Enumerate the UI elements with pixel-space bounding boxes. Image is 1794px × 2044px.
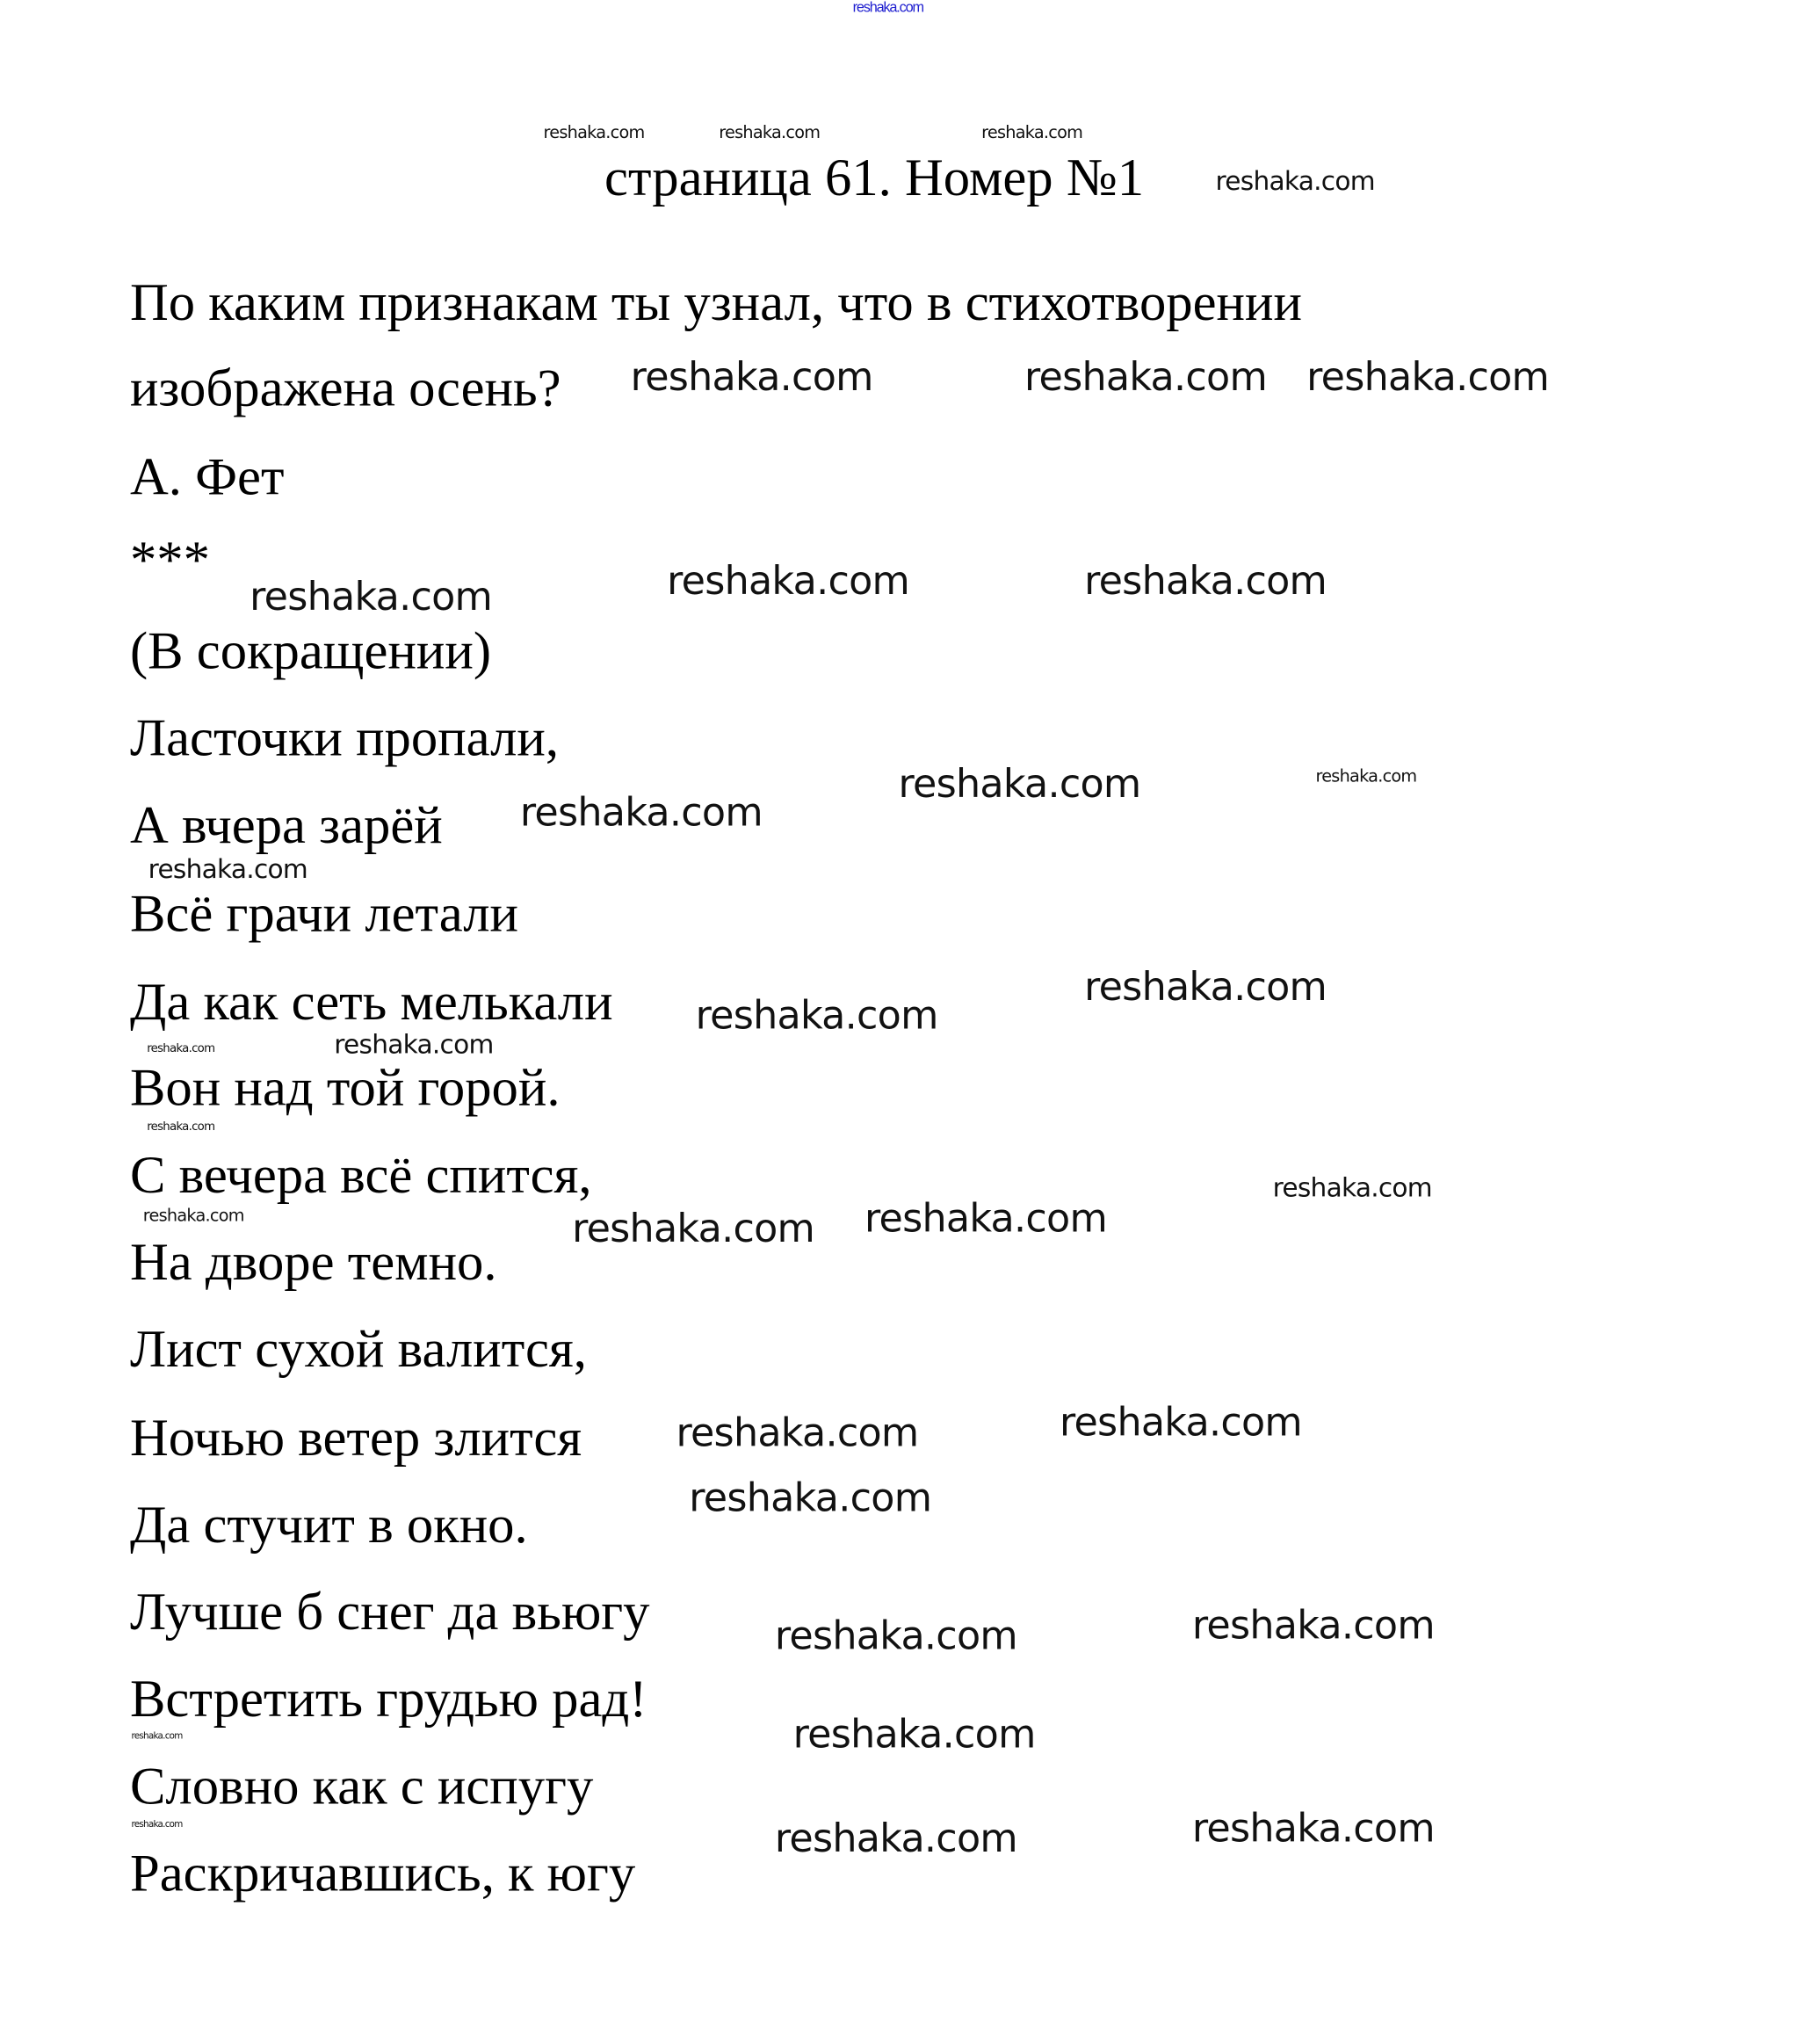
watermark: reshaka.com — [1024, 354, 1267, 401]
watermark: reshaka.com — [142, 1207, 244, 1227]
watermark: reshaka.com — [334, 1028, 494, 1060]
poem-line: Словно как с испугу — [129, 1755, 594, 1816]
watermark: reshaka.com — [667, 559, 910, 605]
watermark: reshaka.com — [1084, 964, 1327, 1011]
poem-line: Всё грачи летали — [129, 882, 518, 943]
watermark: reshaka.com — [689, 1475, 932, 1522]
watermark: reshaka.com — [1191, 1806, 1435, 1852]
header-watermark: reshaka.com — [852, 0, 923, 16]
watermark: reshaka.com — [1084, 559, 1327, 605]
watermark: reshaka.com — [250, 575, 493, 620]
author: А. Фет — [129, 446, 285, 506]
watermark: reshaka.com — [147, 1120, 215, 1134]
asterisks: *** — [129, 529, 210, 590]
poem-line: Вон над той горой. — [129, 1056, 561, 1118]
watermark: reshaka.com — [1315, 767, 1417, 787]
watermark: reshaka.com — [1059, 1400, 1302, 1446]
watermark: reshaka.com — [148, 852, 307, 885]
watermark: reshaka.com — [147, 1042, 215, 1056]
poem-line: Ласточки пропали, — [129, 707, 560, 768]
watermark: reshaka.com — [131, 1730, 183, 1742]
question-line-2: изображена осень? — [129, 357, 561, 417]
poem-line: С вечера всё спится, — [129, 1144, 592, 1205]
poem-line: На дворе темно. — [129, 1231, 497, 1292]
poem-line: Ночью ветер злится — [129, 1407, 582, 1468]
watermark: reshaka.com — [719, 123, 821, 143]
watermark: reshaka.com — [1191, 1603, 1435, 1649]
poem-line: Встретить грудью рад! — [129, 1668, 647, 1729]
watermark: reshaka.com — [792, 1712, 1036, 1758]
poem-line: А вчера зарёй — [129, 794, 443, 855]
poem-line: Раскричавшись, к югу — [129, 1842, 636, 1903]
poem-line: Да стучит в окно. — [129, 1494, 528, 1555]
watermark: reshaka.com — [981, 123, 1083, 143]
poem-line: Лучше б снег да вьюгу — [129, 1581, 650, 1642]
watermark: reshaka.com — [864, 1196, 1107, 1243]
poem-line: Лист сухой валится, — [129, 1318, 587, 1379]
watermark: reshaka.com — [543, 123, 645, 143]
watermark: reshaka.com — [676, 1410, 919, 1457]
watermark: reshaka.com — [1215, 164, 1375, 197]
question-line-1: По каким признакам ты узнал, что в стихотворении — [129, 272, 1302, 332]
page-title: страница 61. Номер №1 — [604, 147, 1145, 207]
watermark: reshaka.com — [1272, 1171, 1432, 1203]
watermark: reshaka.com — [131, 1819, 183, 1830]
watermark: reshaka.com — [519, 790, 763, 837]
watermark: reshaka.com — [630, 354, 873, 401]
abridged-note: (В сокращении) — [129, 620, 492, 680]
watermark: reshaka.com — [774, 1816, 1017, 1862]
watermark: reshaka.com — [695, 993, 938, 1040]
watermark: reshaka.com — [898, 762, 1141, 808]
poem-line: Да как сеть мелькали — [129, 971, 613, 1032]
watermark: reshaka.com — [774, 1613, 1017, 1660]
watermark: reshaka.com — [1306, 354, 1550, 401]
watermark: reshaka.com — [572, 1207, 815, 1252]
